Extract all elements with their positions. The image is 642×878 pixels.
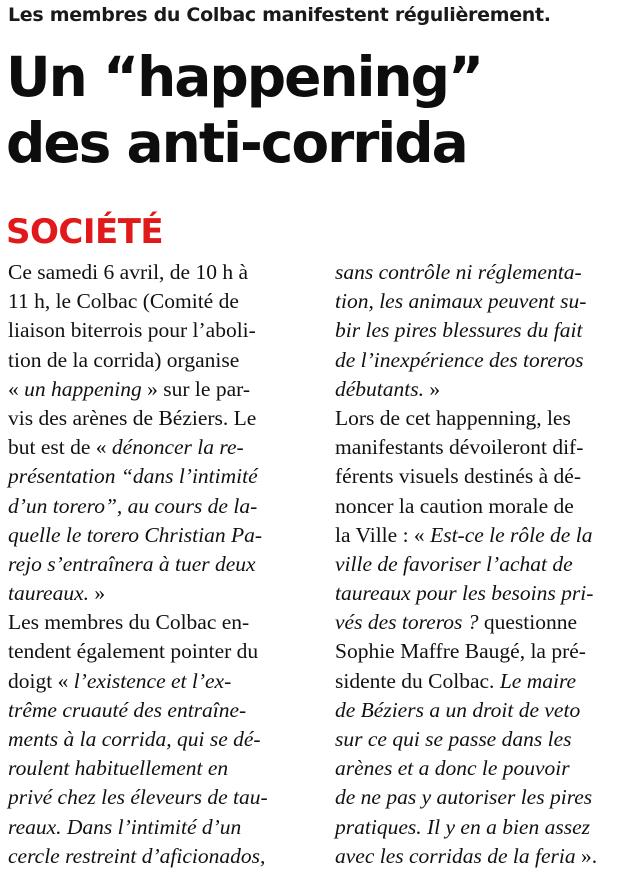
text-line <box>8 433 312 462</box>
text-segment: Les membres du Colbac en- <box>8 610 250 635</box>
text-line <box>335 637 639 666</box>
text-line <box>335 667 639 696</box>
text-line <box>8 579 312 608</box>
text-segment: de l’inexpérience des toreros <box>335 347 584 372</box>
text-segment: taureaux pour les besoins pri- <box>335 581 594 606</box>
text-segment: rejo s’entraînera à tuer deux <box>8 551 256 576</box>
text-line <box>8 783 312 812</box>
text-line <box>8 287 312 316</box>
text-line <box>335 492 639 521</box>
text-segment: ». <box>575 843 598 868</box>
text-line <box>8 258 312 287</box>
text-line <box>335 375 639 404</box>
text-segment: Le maire <box>499 668 577 693</box>
text-segment: Est-ce le rôle de la <box>430 522 593 547</box>
text-line <box>335 842 639 871</box>
text-segment: questionne <box>478 610 578 635</box>
text-segment: « <box>8 376 25 401</box>
text-segment: sidente du Colbac. <box>335 668 500 693</box>
text-segment: tendent également pointer du <box>8 639 259 664</box>
headline <box>6 44 636 176</box>
text-segment: trême cruauté des entraîne- <box>8 697 247 722</box>
text-segment: » <box>89 581 106 606</box>
text-line <box>335 783 639 812</box>
text-line <box>8 316 312 345</box>
text-segment: bir les pires blessures du fait <box>335 318 583 343</box>
text-segment: taureaux. <box>8 581 90 606</box>
text-line <box>335 754 639 783</box>
text-segment: férents visuels destinés à dé- <box>335 464 581 489</box>
text-line <box>335 725 639 754</box>
text-segment: de ne pas y autoriser les pires <box>335 785 593 810</box>
text-segment: dénoncer la re- <box>111 435 244 460</box>
text-segment: privé chez les éleveurs de tau- <box>8 785 268 810</box>
text-segment: tion, les animaux peuvent su- <box>335 289 587 314</box>
section-rubric: SOCIÉTÉ <box>6 212 164 252</box>
text-line <box>8 346 312 375</box>
text-line <box>335 550 639 579</box>
text-segment: sur ce qui se passe dans les <box>335 727 572 751</box>
text-segment: tion de la corrida) organise <box>8 347 240 372</box>
text-line <box>8 375 312 404</box>
text-segment: 11 h, le Colbac (Comité de <box>8 289 239 314</box>
text-segment: vis des arènes de Béziers. Le <box>8 405 257 430</box>
text-segment: la Ville : « <box>335 522 431 547</box>
text-line <box>335 287 639 316</box>
text-line <box>335 346 639 375</box>
text-line <box>8 667 312 696</box>
text-line <box>8 550 312 579</box>
text-line <box>335 696 639 725</box>
text-segment: arènes et a donc le pouvoir <box>335 756 570 781</box>
text-line <box>8 404 312 433</box>
text-line <box>8 696 312 725</box>
text-segment: ments à la corrida, qui se dé- <box>8 727 261 751</box>
text-line <box>8 813 312 842</box>
text-segment: avec les corridas de la feria <box>335 843 576 868</box>
text-line <box>8 725 312 754</box>
text-segment: ville de favoriser l’achat de <box>335 551 573 576</box>
text-segment: » sur le par- <box>141 376 251 401</box>
text-line <box>335 462 639 491</box>
text-segment: Sophie Maffre Baugé, la pré- <box>335 639 586 664</box>
text-segment: pratiques. Il y en a bien assez <box>335 814 590 839</box>
text-segment: débutants. <box>335 376 424 401</box>
article-column-right <box>335 258 639 871</box>
text-segment: roulent habituellement en <box>8 756 229 781</box>
text-line <box>8 608 312 637</box>
text-segment: d’un torero”, au cours de la- <box>8 493 258 518</box>
text-segment: cercle restreint d’aficionados, <box>8 843 266 868</box>
text-line <box>8 521 312 550</box>
text-segment: manifestants dévoileront dif- <box>335 435 584 460</box>
text-segment: but est de « <box>8 435 112 460</box>
text-segment: sans contrôle ni réglementa- <box>335 260 582 284</box>
text-line <box>335 433 639 462</box>
text-line <box>335 316 639 345</box>
text-segment: Lors de cet happenning, les <box>335 405 571 430</box>
text-segment: doigt « <box>8 668 74 693</box>
text-line <box>8 637 312 666</box>
text-line <box>335 579 639 608</box>
text-segment: Ce samedi 6 avril, de 10 h à <box>8 260 249 284</box>
text-line <box>8 842 312 871</box>
text-segment: un happening <box>24 376 142 401</box>
text-segment: reaux. Dans l’intimité d’un <box>8 814 242 839</box>
text-line <box>335 521 639 550</box>
text-line <box>8 754 312 783</box>
text-segment: » <box>423 376 441 401</box>
text-segment: l’existence et l’ex- <box>73 668 232 693</box>
text-line <box>8 462 312 491</box>
text-line <box>335 813 639 842</box>
text-line <box>335 608 639 637</box>
article-column-left <box>8 258 312 871</box>
text-segment: de Béziers a un droit de veto <box>335 697 581 722</box>
text-line <box>335 404 639 433</box>
text-segment: vés des toreros ? <box>335 610 479 635</box>
headline-line-2: des anti-corrida <box>6 111 467 175</box>
text-line <box>8 492 312 521</box>
text-segment: quelle le torero Christian Pa- <box>8 522 262 547</box>
text-segment: noncer la caution morale de <box>335 493 574 518</box>
headline-line-1: Un “happening” <box>6 45 483 109</box>
text-segment: présentation “dans l’intimité <box>8 464 258 489</box>
text-line <box>335 258 639 287</box>
text-segment: liaison biterrois pour l’aboli- <box>8 318 256 343</box>
photo-caption: Les membres du Colbac manifestent régulièrement. <box>8 4 551 26</box>
